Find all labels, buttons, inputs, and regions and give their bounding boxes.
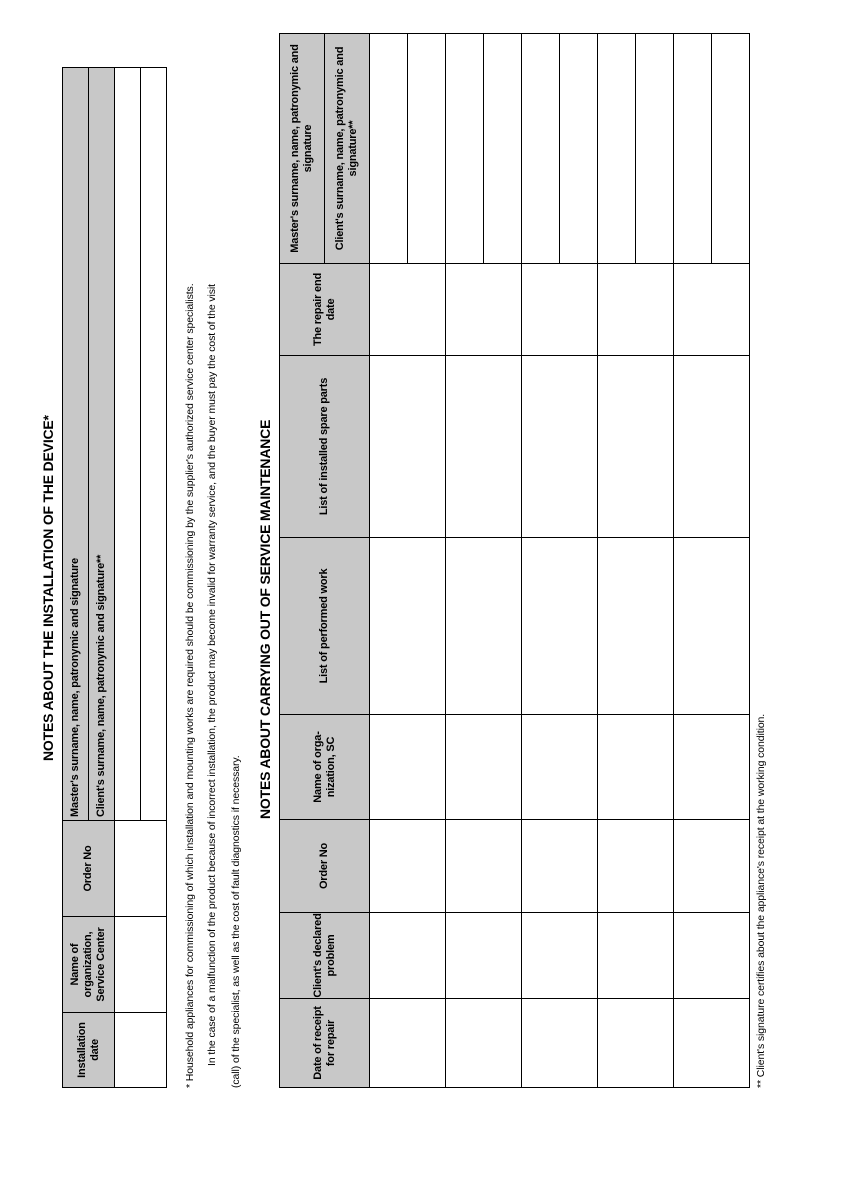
performed-work-cell[interactable]	[598, 538, 674, 715]
receipt-date-cell[interactable]	[674, 999, 750, 1088]
maint-order-no-cell[interactable]	[598, 820, 674, 913]
maint-master-signature-cell[interactable]	[522, 34, 560, 264]
receipt-date-header: Date of receipt for repair	[280, 999, 370, 1088]
note-line-1: * Household appliances for commissioning of which installation and mounting works are required should be commissioning by the supplier's authorized service center specialists.	[184, 283, 196, 1088]
maint-client-signature-cell[interactable]	[408, 34, 446, 264]
spare-parts-cell[interactable]	[674, 356, 750, 538]
maint-order-no-cell[interactable]	[674, 820, 750, 913]
maint-organization-cell[interactable]	[446, 715, 522, 820]
spare-parts-cell[interactable]	[370, 356, 446, 538]
maint-master-signature-cell[interactable]	[598, 34, 636, 264]
maint-master-signature-cell[interactable]	[446, 34, 484, 264]
performed-work-header: List of performed work	[280, 538, 370, 715]
declared-problem-cell[interactable]	[446, 913, 522, 999]
declared-problem-header: Client's declared problem	[280, 913, 370, 999]
performed-work-cell[interactable]	[370, 538, 446, 715]
spare-parts-cell[interactable]	[598, 356, 674, 538]
repair-end-date-header: The repair end date	[280, 264, 370, 356]
organization-header: Name of organization, Service Center	[63, 917, 115, 1013]
maint-client-signature-header: Client's surname, name, patronymic and signature**	[325, 34, 370, 264]
footnote: ** Client's signature certifies about the appliance's receipt at the working condition.	[755, 713, 767, 1088]
spare-parts-header: List of installed spare parts	[280, 356, 370, 538]
maint-organization-cell[interactable]	[370, 715, 446, 820]
order-no-header: Order No	[63, 821, 115, 917]
installation-title: NOTES ABOUT THE INSTALLATION OF THE DEVICE*	[40, 415, 56, 761]
receipt-date-cell[interactable]	[522, 999, 598, 1088]
maint-master-signature-cell[interactable]	[370, 34, 408, 264]
order-no-cell[interactable]	[115, 821, 167, 917]
performed-work-cell[interactable]	[446, 538, 522, 715]
master-signature-cell[interactable]	[115, 68, 141, 821]
maint-client-signature-cell[interactable]	[484, 34, 522, 264]
declared-problem-cell[interactable]	[370, 913, 446, 999]
maint-master-signature-header: Master's surname, name, patronymic and signature	[280, 34, 325, 264]
note-line-3: (call) of the specialist, as well as the cost of fault diagnostics if necessary.	[230, 755, 242, 1088]
repair-end-date-cell[interactable]	[370, 264, 446, 356]
declared-problem-cell[interactable]	[598, 913, 674, 999]
maintenance-table	[279, 33, 750, 1088]
declared-problem-cell[interactable]	[522, 913, 598, 999]
maint-order-no-cell[interactable]	[370, 820, 446, 913]
maint-organization-cell[interactable]	[598, 715, 674, 820]
declared-problem-cell[interactable]	[674, 913, 750, 999]
client-signature-header: Client's surname, name, patronymic and signature**	[89, 68, 115, 821]
installation-date-header: Installation date	[63, 1013, 115, 1088]
maint-client-signature-cell[interactable]	[636, 34, 674, 264]
note-line-2: In the case of a malfunction of the product because of incorrect installation, the product may become invalid for warranty service, and the buyer must pay the cost of the visit	[206, 284, 218, 1066]
installation-table	[62, 67, 167, 1088]
master-signature-header: Master's surname, name, patronymic and signature	[63, 68, 89, 821]
performed-work-cell[interactable]	[522, 538, 598, 715]
maint-order-no-header: Order No	[280, 820, 370, 913]
maint-organization-cell[interactable]	[522, 715, 598, 820]
maint-organization-header: Name of orga-nization, SC	[280, 715, 370, 820]
client-signature-cell[interactable]	[141, 68, 167, 821]
receipt-date-cell[interactable]	[446, 999, 522, 1088]
maint-organization-cell[interactable]	[674, 715, 750, 820]
organization-cell[interactable]	[115, 917, 167, 1013]
maint-order-no-cell[interactable]	[446, 820, 522, 913]
maint-order-no-cell[interactable]	[522, 820, 598, 913]
receipt-date-cell[interactable]	[598, 999, 674, 1088]
repair-end-date-cell[interactable]	[446, 264, 522, 356]
repair-end-date-cell[interactable]	[674, 264, 750, 356]
repair-end-date-cell[interactable]	[598, 264, 674, 356]
maint-master-signature-cell[interactable]	[674, 34, 712, 264]
maint-client-signature-cell[interactable]	[560, 34, 598, 264]
maint-client-signature-cell[interactable]	[712, 34, 750, 264]
spare-parts-cell[interactable]	[522, 356, 598, 538]
receipt-date-cell[interactable]	[370, 999, 446, 1088]
maintenance-title: NOTES ABOUT CARRYING OUT OF SERVICE MAINTENANCE	[257, 419, 273, 819]
repair-end-date-cell[interactable]	[522, 264, 598, 356]
performed-work-cell[interactable]	[674, 538, 750, 715]
installation-date-cell[interactable]	[115, 1013, 167, 1088]
spare-parts-cell[interactable]	[446, 356, 522, 538]
